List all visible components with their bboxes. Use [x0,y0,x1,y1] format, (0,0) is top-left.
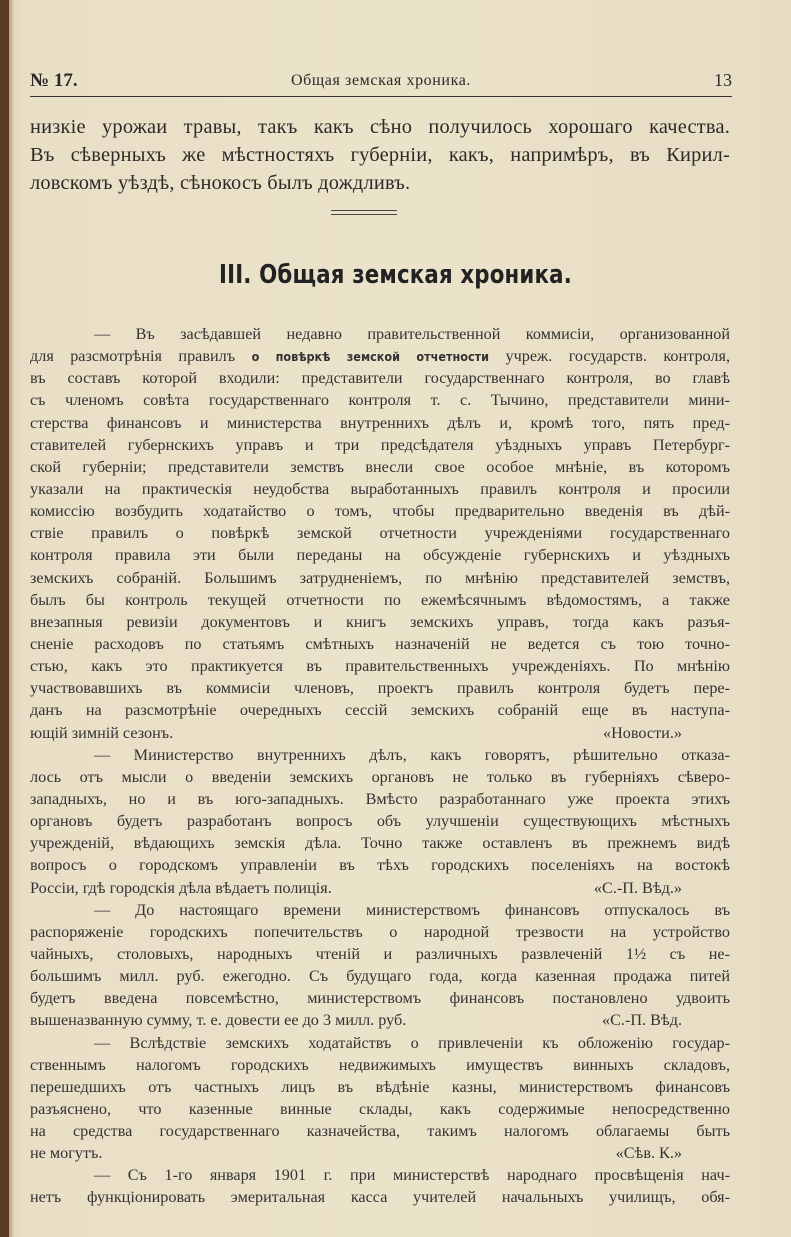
article-last-line: не могутъ. «Сѣв. К.» [30,1142,730,1164]
article-last-line: Россіи, гдѣ городскія дѣла вѣдаетъ полиція. «С.-П. Вѣд.» [30,877,730,899]
continued-paragraph [30,113,730,197]
article-line: контроля правила эти были переданы на обсужденіе губернскихъ и уѣздныхъ [30,546,730,565]
source-attribution: «Новости.» [603,723,682,742]
article-line: ставителей губернскихъ управъ и три предсѣдателя уѣздныхъ управъ Петербург- [30,435,730,454]
article-line: большимъ милл. руб. ежегодно. Съ будущаго года, когда казенная продажа питей [30,967,730,986]
paragraph-line: Въ сѣверныхъ же мѣстностяхъ губерніи, какъ, напримѣръ, въ Кирил- [30,144,730,166]
page-number: 13 [714,70,732,90]
article-line: нетъ функціонировать эмеритальная касса учителей начальныхъ училищъ, обя- [30,1188,730,1207]
article-line: былъ бы контроль текущей отчетности по ежемѣсячнымъ вѣдомостямъ, а также [30,590,730,609]
article-line: распоряженіе городскихъ попечительствъ о народной трезвости на устройство [30,922,730,941]
article-line: внезапныя ревизіи документовъ и книгъ земскихъ управъ, тогда какъ разъя- [30,612,730,631]
article-line: участвовавшихъ въ коммисіи членовъ, проектъ правилъ контроля будетъ пере- [30,679,730,698]
article-line: будетъ введена повсемѣстно, министерствомъ финансовъ постановлено удвоить [30,989,730,1008]
article-line: данъ на разсмотрѣніе очередныхъ сессій земскихъ собраній еще въ наступа- [30,701,730,720]
article-line: ской губерніи; представители земствъ внесли свое особое мнѣніе, въ которомъ [30,457,730,476]
paragraph-line: низкіе урожаи травы, такъ какъ сѣно получилось хорошаго качества. [30,116,730,138]
article-line: ствіе правилъ о повѣркѣ земской отчетности учрежденіями государственнаго [30,524,730,543]
article-line: указали на практическія неудобства выработанныхъ правилъ контроля и просили [30,479,730,498]
paragraph-line: ловскомъ уѣздѣ, сѣнокосъ былъ дождливъ. [30,172,411,194]
article-line: вопросъ о городскомъ управленіи въ тѣхъ городскихъ поселеніяхъ на востокѣ [30,856,730,875]
article-line: перешедшихъ отъ частныхъ лицъ въ вѣдѣніе казны, министерствомъ финансовъ [30,1077,730,1096]
running-header [30,70,732,94]
article-line: западныхъ, но и въ юго-западныхъ. Вмѣсто разработаннаго уже проекта этихъ [30,789,730,808]
chronicle-body [30,323,730,1209]
article-line: разъяснено, что казенные винные склады, какъ содержимые непосредственно [30,1099,730,1118]
section-title: III. Общая земская хроника. [218,260,572,290]
article-line: стью, какъ это практикуется въ правительственныхъ учрежденіяхъ. По мнѣнію [30,657,730,676]
article-line: — Министерство внутреннихъ дѣлъ, какъ говорятъ, рѣшительно отказа- [94,745,730,764]
spine-shadow [9,0,14,1237]
article-line: — Вслѣдствіе земскихъ ходатайствъ о привлеченіи къ обложенію государ- [94,1033,730,1052]
article-line: чайныхъ, столовыхъ, народныхъ чтеній и различныхъ развлеченій 1½ съ не- [30,944,730,963]
article-line: — Съ 1-го января 1901 г. при министерствѣ народнаго просвѣщенія нач- [94,1166,730,1185]
article-line: на средства государственнаго казначейства, такимъ налогомъ облагаемы быть [30,1122,730,1141]
running-title: Общая земская хроника. [290,72,472,89]
header-rule [30,96,732,97]
article-last-line: вышеназванную сумму, т. е. довести ее до 3 милл. руб. «С.-П. Вѣд. [30,1009,730,1031]
section-divider [331,210,397,218]
source-attribution: «Сѣв. К.» [615,1144,682,1163]
article-last-line: ющій зимній сезонъ. «Новости.» [30,722,730,744]
article-line: въ составъ которой входили: представители государственнаго контроля, во главѣ [30,369,730,388]
article-line: стерства финансовъ и министерства внутреннихъ дѣлъ и, кромѣ того, пять пред- [30,413,730,432]
article-line: органовъ будетъ разработанъ вопросъ объ улучшеніи существующихъ мѣстныхъ [30,812,730,831]
article-line: лось отъ мысли о введеніи земскихъ органовъ не только въ губерніяхъ сѣверо- [30,767,730,786]
article-line: сненіе расходовъ по статьямъ смѣтныхъ назначеній не ведется съ тою точно- [30,634,730,653]
emphasized-phrase: о повѣркѣ земской отчетности [251,349,490,365]
article-line: ственнымъ налогомъ городскихъ недвижимыхъ имуществъ винныхъ складовъ, [30,1055,730,1074]
source-attribution: «С.-П. Вѣд. [602,1011,682,1030]
article-line: — Въ засѣдавшей недавно правительственной коммисіи, организованной [94,325,730,343]
book-spine [0,0,9,1237]
article-line: комиссію возбудить ходатайство о томъ, чтобы предварительно введенія въ дѣй- [30,502,730,521]
article-line: съ членомъ совѣта государственнаго контроля т. с. Тычино, представители мини- [30,391,730,410]
article-line: для разсмотрѣнія правилъ о повѣркѣ земской отчетности учреж. государств. контроля, [30,347,731,366]
source-attribution: «С.-П. Вѣд.» [593,878,682,897]
article-line: земскихъ собраній. Большимъ затрудненіемъ, по мнѣнію представителей земствъ, [30,568,730,587]
issue-number: № 17. [30,70,78,91]
article-line: учрежденій, вѣдающихъ земскія дѣла. Точно также оставленъ въ прежнемъ видѣ [30,834,730,853]
article-line: — До настоящаго времени министерствомъ финансовъ отпускалось въ [94,900,730,919]
